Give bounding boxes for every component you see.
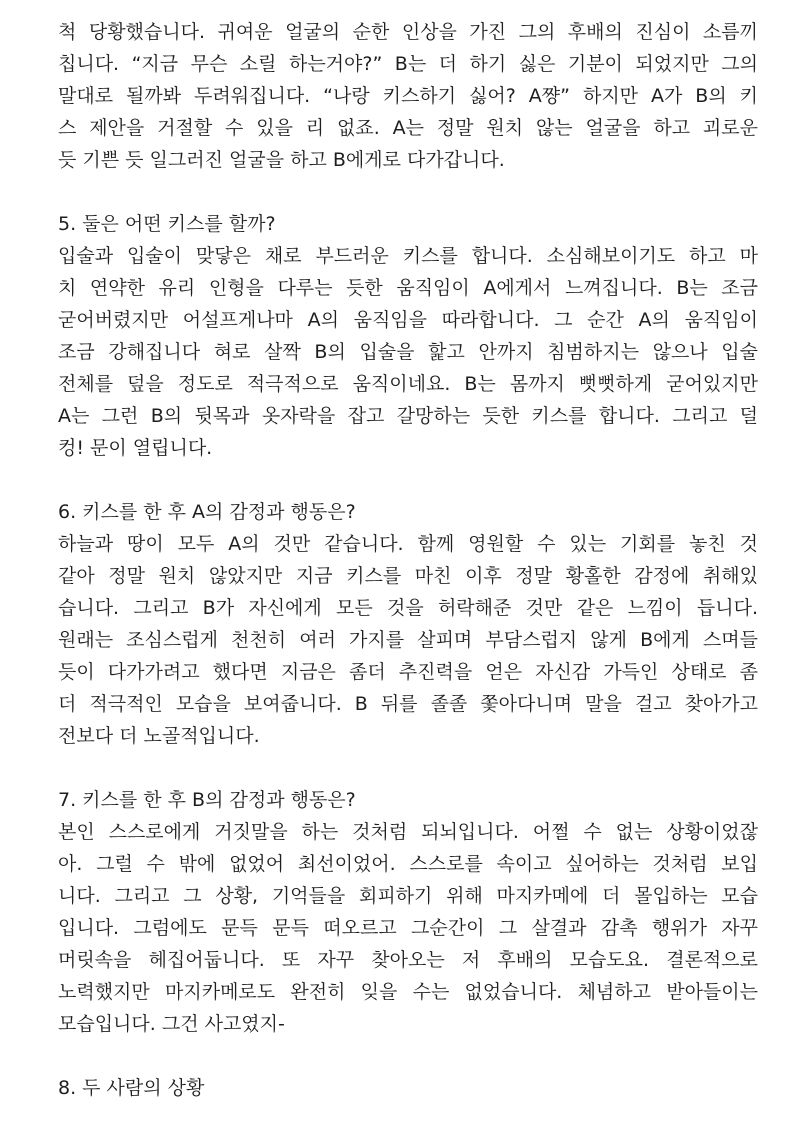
- text-line: 굳어버렸지만 어설프게나마 A의 움직임을 따라합니다. 그 순간 A의 움직임이: [58, 309, 758, 331]
- text-line: 모습입니다. 그건 사고였지-: [58, 1013, 285, 1035]
- paragraph-gap: [58, 464, 758, 496]
- paragraph-gap: [58, 176, 758, 208]
- text-line: 입술과 입술이 맞닿은 채로 부드러운 키스를 합니다. 소심해보이기도 하고 마: [58, 245, 758, 267]
- section-heading: 8. 두 사람의 상황: [58, 1077, 205, 1099]
- text-line: 조금 강해집니다 혀로 살짝 B의 입술을 핥고 안까지 침범하지는 않으나 입술: [58, 341, 758, 363]
- section-6: [58, 496, 758, 752]
- text-line: 원래는 조심스럽게 천천히 여러 가지를 살피며 부담스럽지 않게 B에게 스며들: [58, 629, 758, 651]
- text-line: 머릿속을 헤집어둡니다. 또 자꾸 찾아오는 저 후배의 모습도요. 결론적으로: [58, 949, 758, 971]
- section-heading: 5. 둘은 어떤 키스를 할까?: [58, 213, 276, 235]
- text-line: 척 당황했습니다. 귀여운 얼굴의 순한 인상을 가진 그의 후배의 진심이 소름끼: [58, 21, 758, 43]
- text-line: 습니다. 그리고 B가 자신에게 모든 것을 허락해준 것만 같은 느낌이 듭니다.: [58, 597, 758, 619]
- text-line: 말대로 될까봐 두려워집니다. “나랑 키스하기 싫어? A쨩” 하지만 A가 B의 키: [58, 85, 758, 107]
- text-line: 스 제안을 거절할 수 있을 리 없죠. A는 정말 원치 않는 얼굴을 하고 괴로운: [58, 117, 758, 139]
- text-line: 컹! 문이 열립니다.: [58, 437, 213, 459]
- text-line: 전보다 더 노골적입니다.: [58, 725, 260, 747]
- text-line: 치 연약한 유리 인형을 다루는 듯한 움직임이 A에게서 느껴집니다. B는 조금: [58, 277, 758, 299]
- text-line: 듯 기쁜 듯 일그러진 얼굴을 하고 B에게로 다가갑니다.: [58, 149, 505, 171]
- paragraph-gap: [58, 752, 758, 784]
- text-line: 니다. 그리고 그 상황, 기억들을 회피하기 위해 마지카메에 더 몰입하는 모습: [58, 885, 758, 907]
- section-5: [58, 208, 758, 464]
- text-line: 본인 스스로에게 거짓말을 하는 것처럼 되뇌입니다. 어쩔 수 없는 상황이었잖: [58, 821, 758, 843]
- paragraph-gap: [58, 1040, 758, 1072]
- text-line: 같아 정말 원치 않았지만 지금 키스를 마친 이후 정말 황홀한 감정에 취해있: [58, 565, 758, 587]
- text-line: 칩니다. “지금 무슨 소릴 하는거야?” B는 더 하기 싫은 기분이 되었지만 그의: [58, 53, 758, 75]
- paragraph-1: [58, 16, 758, 176]
- section-heading: 7. 키스를 한 후 B의 감정과 행동은?: [58, 789, 356, 811]
- text-line: 입니다. 그럼에도 문득 문득 떠오르고 그순간이 그 살결과 감촉 행위가 자꾸: [58, 917, 758, 939]
- text-line: 노력했지만 마지카메로도 완전히 잊을 수는 없었습니다. 체념하고 받아들이는: [58, 981, 758, 1003]
- section-7: [58, 784, 758, 1040]
- document-page: [58, 16, 758, 1104]
- text-line: A는 그런 B의 뒷목과 옷자락을 잡고 갈망하는 듯한 키스를 합니다. 그리고 덜: [58, 405, 758, 427]
- text-line: 전체를 덮을 정도로 적극적으로 움직이네요. B는 몸까지 뻣뻣하게 굳어있지만: [58, 373, 758, 395]
- section-8: [58, 1072, 758, 1104]
- text-line: 하늘과 땅이 모두 A의 것만 같습니다. 함께 영원할 수 있는 기회를 놓친 것: [58, 533, 758, 555]
- text-line: 더 적극적인 모습을 보여줍니다. B 뒤를 졸졸 쫓아다니며 말을 걸고 찾아가고: [58, 693, 758, 715]
- section-heading: 6. 키스를 한 후 A의 감정과 행동은?: [58, 501, 356, 523]
- text-line: 아. 그럴 수 밖에 없었어 최선이었어. 스스로를 속이고 싶어하는 것처럼 보입: [58, 853, 758, 875]
- text-line: 듯이 다가가려고 했다면 지금은 좀더 추진력을 얻은 자신감 가득인 상태로 좀: [58, 661, 758, 683]
